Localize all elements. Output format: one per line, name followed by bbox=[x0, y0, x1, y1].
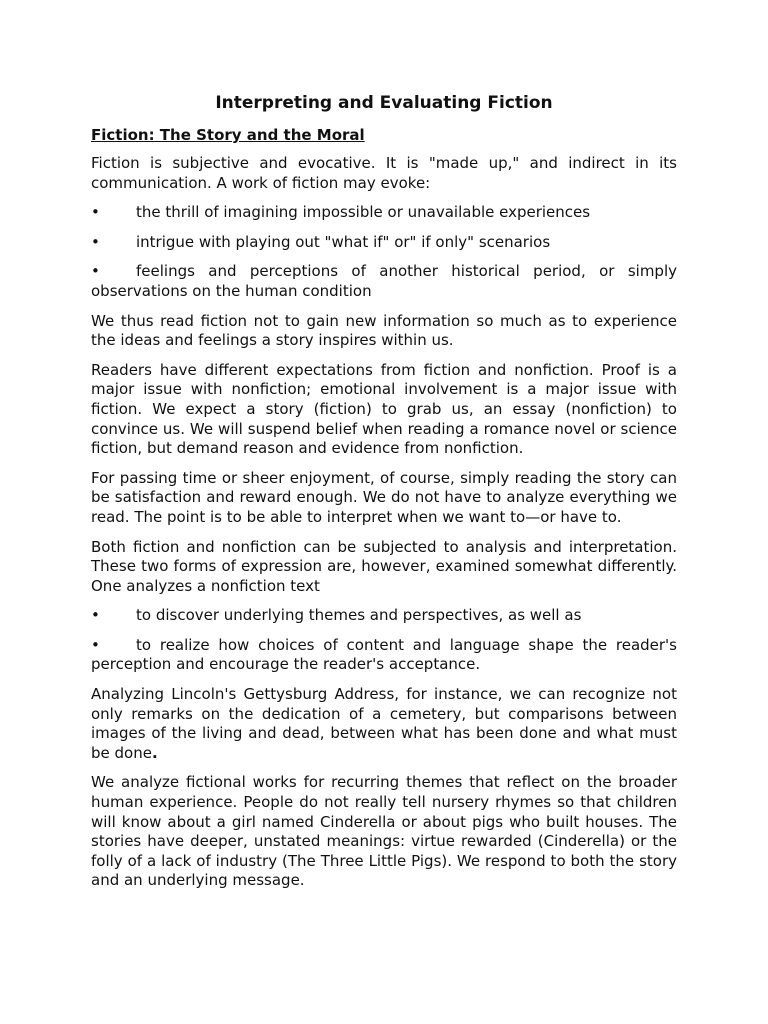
bullet-icon: • bbox=[91, 203, 100, 222]
body-paragraph: We thus read fiction not to gain new information so much as to experience the ideas and feelings a story inspires within us. bbox=[91, 311, 677, 350]
body-paragraph: Readers have different expectations from fiction and nonfiction. Proof is a major issue with nonfiction; emotional involvement is a major issue with fiction. We expect a story (fiction) to grab us, an essay (nonfiction) to convince us. We will suspend belief when reading a romance novel or science fiction, but demand reason and evidence from nonfiction. bbox=[91, 360, 677, 458]
list-item-text: feelings and perceptions of another historical period, or simply observations on the human condition bbox=[91, 262, 677, 300]
document-page bbox=[91, 91, 677, 901]
bullet-icon: • bbox=[91, 635, 100, 654]
lincoln-text: Analyzing Lincoln's Gettysburg Address, for instance, we can recognize not only remarks on the dedication of a cemetery, but comparisons between images of the living and dead, between what has been done and what must be done bbox=[91, 685, 677, 762]
bold-period: . bbox=[151, 743, 158, 762]
body-paragraph: We analyze fictional works for recurring themes that reflect on the broader human experience. People do not really tell nursery rhymes so that children will know about a girl named Cinderella or about pigs who built houses. The stories have deeper, unstated meanings: virtue rewarded (Cinderella) or the folly of a lack of industry (The Three Little Pigs). We respond to both the story and an underlying message. bbox=[91, 773, 677, 890]
list-item bbox=[91, 636, 677, 675]
bullet-icon: • bbox=[91, 262, 100, 281]
bullet-icon: • bbox=[91, 606, 100, 625]
list-item bbox=[91, 262, 677, 301]
body-paragraph: For passing time or sheer enjoyment, of course, simply reading the story can be satisfaction and reward enough. We do not have to analyze everything we read. The point is to be able to interpret when we want to—or have to. bbox=[91, 468, 677, 526]
list-item-text: intrigue with playing out "what if" or" if only" scenarios bbox=[136, 232, 551, 251]
section-heading: Fiction: The Story and the Moral bbox=[91, 126, 365, 144]
list-item bbox=[91, 203, 677, 223]
list-item-text: the thrill of imagining impossible or unavailable experiences bbox=[136, 203, 591, 222]
list-item-text: to discover underlying themes and perspectives, as well as bbox=[136, 606, 582, 625]
list-item bbox=[91, 233, 677, 253]
body-paragraph bbox=[91, 685, 677, 763]
bullet-icon: • bbox=[91, 232, 100, 251]
body-paragraph: Both fiction and nonfiction can be subjected to analysis and interpretation. These two forms of expression are, however, examined somewhat differently. One analyzes a nonfiction text bbox=[91, 537, 677, 595]
list-item-text: to realize how choices of content and language shape the reader's perception and encourage the reader's acceptance. bbox=[91, 635, 677, 674]
document-title: Interpreting and Evaluating Fiction bbox=[215, 93, 553, 113]
list-item bbox=[91, 606, 677, 626]
intro-paragraph: Fiction is subjective and evocative. It is "made up," and indirect in its communication. A work of fiction may evoke: bbox=[91, 154, 677, 192]
